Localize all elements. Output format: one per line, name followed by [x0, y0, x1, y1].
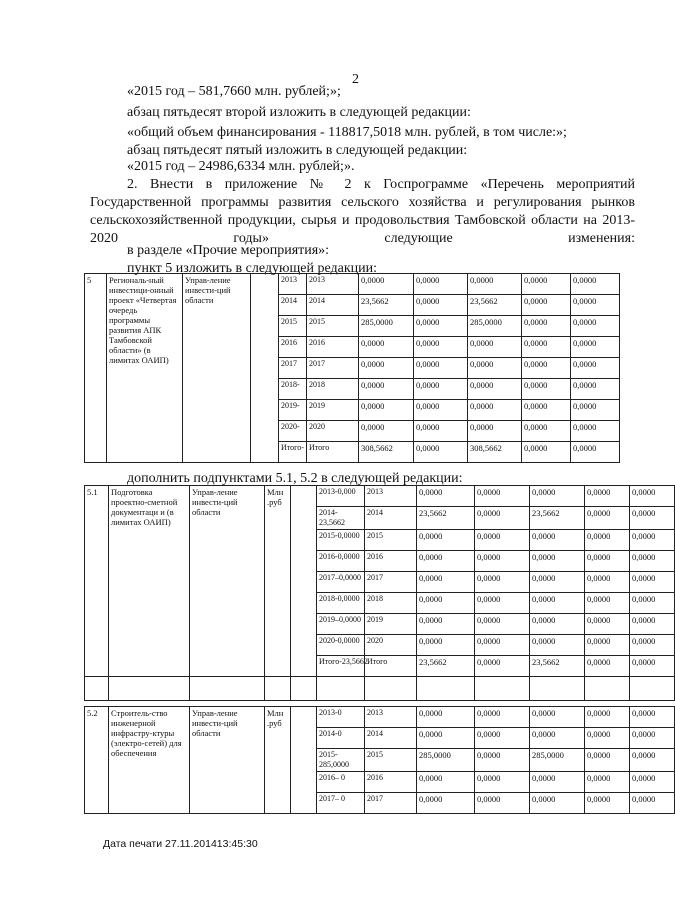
value-cell: 0,0000 — [475, 551, 530, 572]
period-cell: 2014-0 — [317, 728, 365, 749]
value-cell: 0,0000 — [417, 530, 475, 551]
value-cell: 0,0000 — [417, 551, 475, 572]
value-cell: 308,5662 — [468, 442, 522, 463]
value-cell: 0,0000 — [571, 358, 620, 379]
value-cell: 0,0000 — [585, 507, 630, 530]
value-cell: 0,0000 — [522, 379, 571, 400]
empty-cell — [109, 677, 190, 701]
print-date-footer: Дата печати 27.11.201413:45:30 — [103, 838, 258, 850]
executor: Управ-ление инвести-ций области — [183, 274, 251, 463]
value-cell: 0,0000 — [530, 728, 585, 749]
table-item-5-2 — [84, 706, 675, 814]
value-cell: 0,0000 — [522, 295, 571, 316]
value-cell: 0,0000 — [522, 316, 571, 337]
value-cell: 23,5662 — [417, 507, 475, 530]
value-cell: 0,0000 — [414, 400, 468, 421]
executor: Управ-ление инвести-ций области — [190, 486, 265, 677]
value-cell: 0,0000 — [585, 486, 630, 507]
text-line-5: «2015 год – 24986,6334 млн. рублей;». — [127, 159, 355, 174]
value-cell: 0,0000 — [475, 635, 530, 656]
empty-cell — [190, 677, 265, 701]
value-cell: 0,0000 — [359, 379, 414, 400]
value-cell: 0,0000 — [417, 772, 475, 793]
empty-cell — [317, 677, 365, 701]
year-cell: 2018 — [365, 593, 417, 614]
value-cell: 23,5662 — [530, 656, 585, 677]
value-cell: 0,0000 — [530, 530, 585, 551]
value-cell: 0,0000 — [585, 772, 630, 793]
value-cell: 0,0000 — [522, 274, 571, 295]
text-line-6: в разделе «Прочие мероприятия»: — [127, 243, 330, 258]
value-cell: 0,0000 — [468, 421, 522, 442]
period-cell: 2014 — [279, 295, 307, 316]
period-cell: 2017 — [279, 358, 307, 379]
period-cell: 2018- — [279, 379, 307, 400]
empty-cell — [291, 677, 317, 701]
value-cell: 0,0000 — [475, 530, 530, 551]
year-cell: 2013 — [365, 486, 417, 507]
period-cell: 2013-0 — [317, 707, 365, 728]
value-cell: 0,0000 — [414, 442, 468, 463]
unit — [251, 274, 279, 463]
period-cell: 2015-285,0000 — [317, 749, 365, 772]
value-cell: 0,0000 — [475, 486, 530, 507]
value-cell: 308,5662 — [359, 442, 414, 463]
value-cell: 0,0000 — [571, 295, 620, 316]
table-item-5 — [84, 273, 620, 463]
year-cell: 2017 — [365, 572, 417, 593]
value-cell: 0,0000 — [417, 728, 475, 749]
value-cell: 0,0000 — [414, 316, 468, 337]
value-cell: 0,0000 — [630, 793, 675, 814]
value-cell: 0,0000 — [417, 635, 475, 656]
value-cell: 0,0000 — [359, 358, 414, 379]
measure-name: Строитель-ство инженерной инфрастру-ктуры (электро-сетей) для обеспечения — [109, 707, 190, 814]
value-cell: 0,0000 — [630, 749, 675, 772]
period-cell: 2015 — [279, 316, 307, 337]
value-cell: 0,0000 — [585, 551, 630, 572]
text-line-2: абзац пятьдесят второй изложить в следующей редакции: — [127, 105, 471, 120]
value-cell: 0,0000 — [585, 707, 630, 728]
year-cell: 2018 — [307, 379, 359, 400]
value-cell: 0,0000 — [630, 728, 675, 749]
value-cell: 0,0000 — [417, 486, 475, 507]
value-cell: 0,0000 — [530, 793, 585, 814]
period-cell: 2016-0,0000 — [317, 551, 365, 572]
year-cell: 2014 — [365, 728, 417, 749]
value-cell: 0,0000 — [630, 614, 675, 635]
value-cell: 0,0000 — [530, 486, 585, 507]
value-cell: 0,0000 — [571, 421, 620, 442]
value-cell: 0,0000 — [585, 656, 630, 677]
value-cell: 0,0000 — [630, 635, 675, 656]
value-cell: 0,0000 — [630, 656, 675, 677]
year-cell: 2013 — [307, 274, 359, 295]
value-cell: 0,0000 — [468, 358, 522, 379]
value-cell: 0,0000 — [414, 337, 468, 358]
value-cell: 0,0000 — [522, 442, 571, 463]
value-cell: 0,0000 — [530, 572, 585, 593]
value-cell: 0,0000 — [417, 707, 475, 728]
value-cell: 0,0000 — [475, 507, 530, 530]
value-cell: 0,0000 — [530, 635, 585, 656]
text-line-1: «2015 год – 581,7660 млн. рублей;»; — [127, 84, 341, 99]
value-cell: 0,0000 — [630, 507, 675, 530]
text-line-7: пункт 5 изложить в следующей редакции: — [127, 261, 377, 276]
year-cell: 2015 — [365, 749, 417, 772]
year-cell: 2016 — [307, 337, 359, 358]
period-cell: 2017–0,0000 — [317, 572, 365, 593]
table-row-empty — [85, 677, 675, 701]
value-cell: 0,0000 — [414, 274, 468, 295]
value-cell: 23,5662 — [417, 656, 475, 677]
empty-cell — [265, 677, 291, 701]
unit: Млн .руб — [265, 486, 291, 677]
text-line-8: дополнить подпунктами 5.1, 5.2 в следующей редакции: — [127, 471, 463, 486]
value-cell: 0,0000 — [630, 551, 675, 572]
value-cell: 0,0000 — [359, 337, 414, 358]
measure-name: Подготовка проектно-сметной документаци и (в лимитах ОАИП) — [109, 486, 190, 677]
period-cell: 2020-0,0000 — [317, 635, 365, 656]
value-cell: 23,5662 — [359, 295, 414, 316]
year-cell: 2015 — [307, 316, 359, 337]
value-cell: 0,0000 — [468, 379, 522, 400]
table-item-5-1 — [84, 485, 675, 701]
value-cell: 0,0000 — [522, 358, 571, 379]
value-cell: 0,0000 — [585, 635, 630, 656]
value-cell: 0,0000 — [630, 486, 675, 507]
value-cell: 0,0000 — [585, 614, 630, 635]
value-cell: 0,0000 — [630, 707, 675, 728]
value-cell: 0,0000 — [414, 421, 468, 442]
value-cell: 0,0000 — [630, 772, 675, 793]
year-cell: 2014 — [365, 507, 417, 530]
value-cell: 0,0000 — [475, 728, 530, 749]
year-cell: 2017 — [365, 793, 417, 814]
row-number: 5 — [85, 274, 107, 463]
table-row — [85, 486, 675, 507]
year-cell: 2016 — [365, 551, 417, 572]
year-cell: 2013 — [365, 707, 417, 728]
period-cell: 2013-0,000 — [317, 486, 365, 507]
value-cell: 0,0000 — [475, 707, 530, 728]
value-cell: 0,0000 — [585, 749, 630, 772]
year-cell: Итого — [307, 442, 359, 463]
value-cell: 0,0000 — [630, 572, 675, 593]
value-cell: 0,0000 — [475, 572, 530, 593]
page-number: 2 — [352, 72, 359, 87]
year-cell: 2020 — [365, 635, 417, 656]
value-cell: 0,0000 — [571, 337, 620, 358]
value-cell: 0,0000 — [475, 593, 530, 614]
period-cell: 2013 — [279, 274, 307, 295]
value-cell: 0,0000 — [571, 274, 620, 295]
empty-cell — [530, 677, 585, 701]
value-cell: 0,0000 — [522, 400, 571, 421]
table-row — [85, 707, 675, 728]
year-cell: 2019 — [365, 614, 417, 635]
value-cell: 285,0000 — [359, 316, 414, 337]
year-cell: 2015 — [365, 530, 417, 551]
unit: Млн .руб — [265, 707, 291, 814]
period-cell: Итого-23,5662 — [317, 656, 365, 677]
value-cell: 0,0000 — [585, 728, 630, 749]
period-cell: 2017– 0 — [317, 793, 365, 814]
value-cell: 23,5662 — [468, 295, 522, 316]
period-cell: 2014-23,5662 — [317, 507, 365, 530]
empty-cell — [291, 707, 317, 814]
value-cell: 0,0000 — [571, 400, 620, 421]
period-cell: 2016 — [279, 337, 307, 358]
value-cell: 0,0000 — [585, 593, 630, 614]
value-cell: 0,0000 — [475, 772, 530, 793]
value-cell: 0,0000 — [571, 379, 620, 400]
empty-cell — [85, 677, 109, 701]
value-cell: 0,0000 — [359, 274, 414, 295]
value-cell: 0,0000 — [630, 593, 675, 614]
value-cell: 0,0000 — [359, 421, 414, 442]
year-cell: 2020 — [307, 421, 359, 442]
table-row — [85, 274, 620, 295]
value-cell: 0,0000 — [522, 421, 571, 442]
value-cell: 0,0000 — [585, 530, 630, 551]
value-cell: 285,0000 — [468, 316, 522, 337]
value-cell: 0,0000 — [630, 530, 675, 551]
value-cell: 285,0000 — [417, 749, 475, 772]
value-cell: 0,0000 — [530, 551, 585, 572]
year-cell: 2017 — [307, 358, 359, 379]
text-line-3: «общий объем финансирования - 118817,5018 млн. рублей, в том числе:»; — [127, 125, 567, 140]
value-cell: 0,0000 — [530, 707, 585, 728]
row-number: 5.1 — [85, 486, 109, 677]
period-cell: Итого- — [279, 442, 307, 463]
value-cell: 0,0000 — [417, 593, 475, 614]
value-cell: 0,0000 — [359, 400, 414, 421]
value-cell: 0,0000 — [468, 274, 522, 295]
period-cell: 2019- — [279, 400, 307, 421]
value-cell: 285,0000 — [530, 749, 585, 772]
value-cell: 0,0000 — [468, 400, 522, 421]
value-cell: 23,5662 — [530, 507, 585, 530]
year-cell: 2014 — [307, 295, 359, 316]
value-cell: 0,0000 — [522, 337, 571, 358]
value-cell: 0,0000 — [585, 793, 630, 814]
value-cell: 0,0000 — [475, 749, 530, 772]
value-cell: 0,0000 — [417, 614, 475, 635]
empty-cell — [365, 677, 417, 701]
period-cell: 2016– 0 — [317, 772, 365, 793]
empty-cell — [417, 677, 475, 701]
value-cell: 0,0000 — [468, 337, 522, 358]
year-cell: Итого — [365, 656, 417, 677]
value-cell: 0,0000 — [475, 793, 530, 814]
measure-name: Региональ-ный инвестици-онный проект «Четвертая очередь программы развития АПК Тамбовской области» (в лимитах ОАИП) — [107, 274, 183, 463]
empty-cell — [630, 677, 675, 701]
empty-cell — [475, 677, 530, 701]
row-number: 5.2 — [85, 707, 109, 814]
period-cell: 2019–0,0000 — [317, 614, 365, 635]
value-cell: 0,0000 — [571, 316, 620, 337]
year-cell: 2019 — [307, 400, 359, 421]
value-cell: 0,0000 — [530, 772, 585, 793]
value-cell: 0,0000 — [585, 572, 630, 593]
period-cell: 2018-0,0000 — [317, 593, 365, 614]
value-cell: 0,0000 — [530, 614, 585, 635]
value-cell: 0,0000 — [475, 656, 530, 677]
value-cell: 0,0000 — [414, 295, 468, 316]
period-cell: 2015-0,0000 — [317, 530, 365, 551]
empty-cell — [585, 677, 630, 701]
value-cell: 0,0000 — [414, 379, 468, 400]
empty-cell — [291, 486, 317, 677]
year-cell: 2016 — [365, 772, 417, 793]
value-cell: 0,0000 — [475, 614, 530, 635]
value-cell: 0,0000 — [530, 593, 585, 614]
paragraph-2: 2. Внести в приложение № 2 к Госпрограмме «Перечень мероприятий Государственной программы развития сельского хозяйства и регулирования рынков сельскохозяйственной продукции, сырья и продовольствия Тамбовской области на 2013-2020 годы» следующие изменения: — [90, 177, 635, 246]
value-cell: 0,0000 — [417, 572, 475, 593]
value-cell: 0,0000 — [414, 358, 468, 379]
executor: Управ-ление инвести-ций области — [190, 707, 265, 814]
text-line-4: абзац пятьдесят пятый изложить в следующей редакции: — [127, 143, 468, 158]
period-cell: 2020- — [279, 421, 307, 442]
value-cell: 0,0000 — [571, 442, 620, 463]
value-cell: 0,0000 — [417, 793, 475, 814]
